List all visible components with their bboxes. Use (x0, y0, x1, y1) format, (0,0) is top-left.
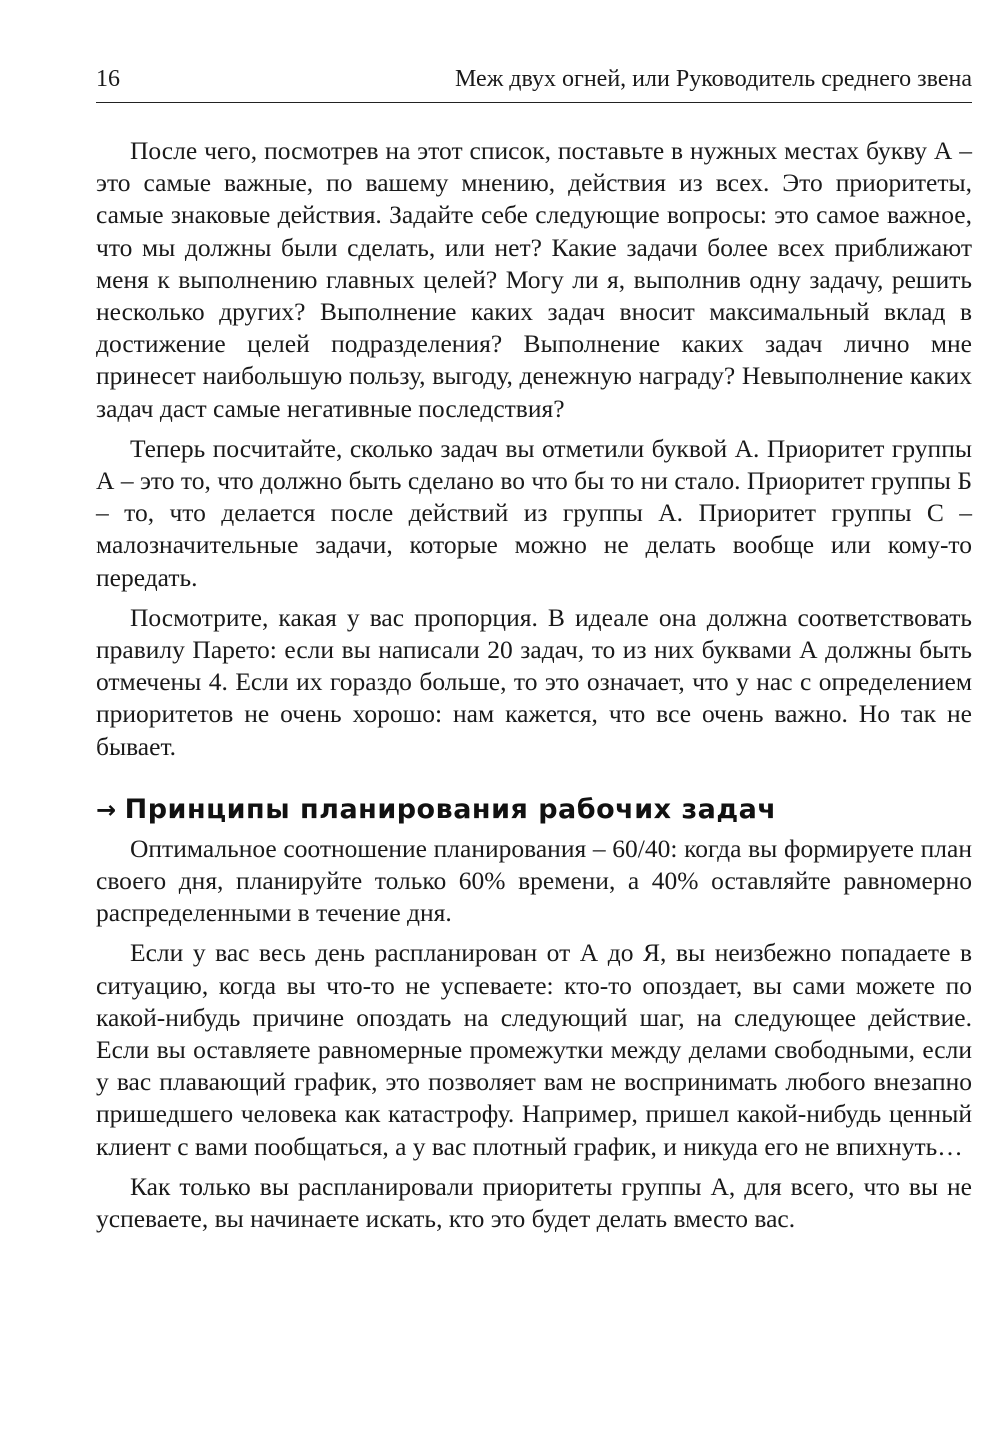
paragraph-5: Если у вас весь день распланирован от А до Я, вы неизбежно попадаете в ситуацию, когда вы что-то не успеваете: кто-то опоздает, вы сами можете по какой-нибудь причине опоздать на следующий шаг, на следующее действие. Если вы оставляете равномерные промежутки между делами свободными, если у вас плавающий график, это позволяет вам не воспринимать любого внезапно пришедшего человека как катастрофу. Например, пришел какой-нибудь ценный клиент с вами пообщаться, а у вас плотный график, и никуда его не впихнуть… (96, 938, 972, 1161)
paragraph-2: Теперь посчитайте, сколько задач вы отметили буквой А. Приоритет группы А – это то, что должно быть сделано во что бы то ни стало. Приоритет группы Б – то, что делается после действий из группы А. Приоритет группы С – малозначительные задачи, которые можно не делать вообще или кому-то передать. (96, 433, 972, 592)
section-heading-text: Принципы планирования рабочих задач (124, 793, 777, 825)
paragraph-6: Как только вы распланировали приоритеты группы А, для всего, что вы не успеваете, вы начинаете искать, кто это будет делать вместо вас. (96, 1171, 972, 1234)
running-title: Меж двух огней, или Руководитель среднего звена (455, 66, 972, 92)
paragraph-3: Посмотрите, какая у вас пропорция. В идеале она должна соответствовать правилу Парето: если вы написали 20 задач, то из них буквами А должны быть отмечены 4. Если их гораздо больше, то это означает, что у нас с определением приоритетов не очень хорошо: нам кажется, что все очень важно. Но так не бывает. (96, 602, 972, 761)
paragraph-4: Оптимальное соотношение планирования – 60/40: когда вы формируете план своего дня, планируйте только 60% времени, а 40% оставляйте равномерно распределенными в течение дня. (96, 833, 972, 928)
arrow-right-icon: → (96, 795, 117, 824)
body-text (96, 135, 972, 1235)
section-heading (96, 791, 972, 829)
page-number: 16 (96, 66, 120, 92)
running-head (96, 62, 972, 103)
paragraph-1: После чего, посмотрев на этот список, поставьте в нужных местах букву А – это самые важные, по вашему мнению, действия из всех. Это приоритеты, самые знаковые действия. Задайте себе следующие вопросы: это самое важное, что мы должны были сделать, или нет? Какие задачи более всех приближают меня к выполнению главных целей? Могу ли я, выполнив одну задачу, решить несколько других? Выполнение каких задач вносит максимальный вклад в достижение целей подразделения? Выполнение каких задач лично мне принесет наибольшую пользу, выгоду, денежную награду? Невыполнение каких задач даст самые негативные последствия? (96, 136, 972, 423)
